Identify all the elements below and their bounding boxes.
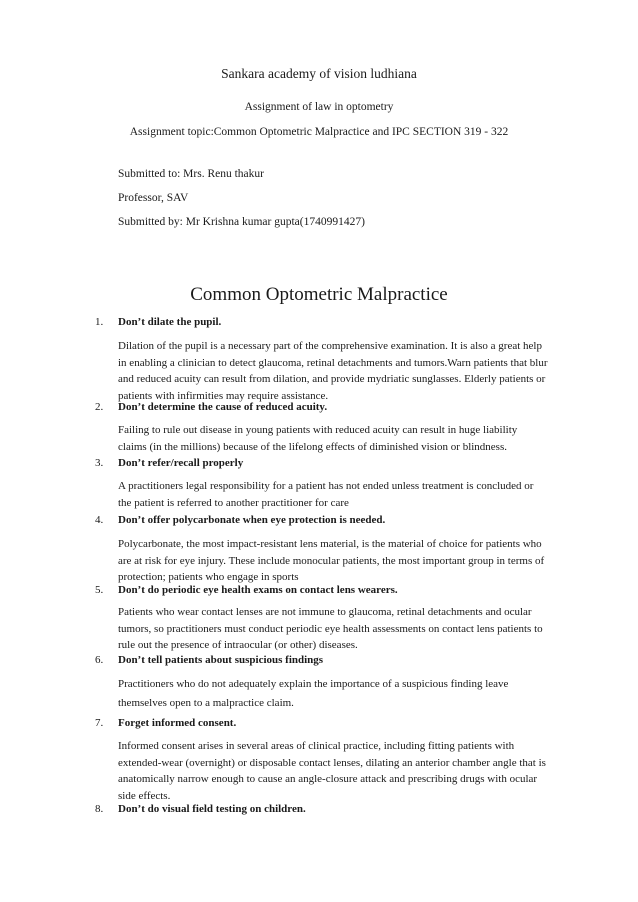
list-item-body: Polycarbonate, the most impact-resistant lens material, is the material of choice for patients who are at risk for eye injury. These include monocular patients, the most important group in terms of protection; patients who engage in sports xyxy=(118,538,545,583)
list-item-title: Forget informed consent. xyxy=(118,717,237,729)
list-item-body: Informed consent arises in several areas of clinical practice, including fitting patients with extended-wear (overnight) or disposable contact lenses, dilating an anterior chamber angle that is anatomically narrow enough to cause an angle-closure attack and prescribing drugs with ocular side effects. xyxy=(118,740,546,802)
list-item-heading xyxy=(95,316,221,328)
list-item-number: 5. xyxy=(95,584,104,596)
list-item-heading xyxy=(95,803,306,815)
submitted-by: Submitted by: Mr Krishna kumar gupta(1740991427) xyxy=(118,216,365,228)
list-item-number: 6. xyxy=(95,654,104,666)
list-item-heading xyxy=(95,584,398,596)
list-item-heading xyxy=(95,401,327,413)
list-item-title: Don’t offer polycarbonate when eye protection is needed. xyxy=(118,514,386,526)
list-item-body: Practitioners who do not adequately explain the importance of a suspicious finding leave themselves open to a malpractice claim. xyxy=(118,678,509,709)
list-item-title: Don’t do periodic eye health exams on contact lens wearers. xyxy=(118,584,398,596)
designation: Professor, SAV xyxy=(118,192,189,204)
list-item-body: Patients who wear contact lenses are not immune to glaucoma, retinal detachments and ocular tumors, so practitioners must conduct periodic eye health assessments on contact lens patients to rule out the presence of intraocular (or other) diseases. xyxy=(118,606,543,651)
list-item-number: 2. xyxy=(95,401,104,413)
list-item-number: 4. xyxy=(95,514,104,526)
list-item-body: Failing to rule out disease in young patients with reduced acuity can result in huge liability claims (in the millions) because of the lifelong effects of diminished vision or blindness. xyxy=(118,424,518,453)
assignment-title: Assignment of law in optometry xyxy=(244,101,394,113)
list-item-title: Don’t dilate the pupil. xyxy=(118,316,222,328)
assignment-topic: Assignment topic:Common Optometric Malpractice and IPC SECTION 319 - 322 xyxy=(129,126,509,138)
institution-name: Sankara academy of vision ludhiana xyxy=(221,66,417,81)
submitted-to: Submitted to: Mrs. Renu thakur xyxy=(118,168,264,180)
list-item-title: Don’t tell patients about suspicious findings xyxy=(118,654,324,666)
main-title: Common Optometric Malpractice xyxy=(190,284,448,305)
list-item-title: Don’t determine the cause of reduced acuity. xyxy=(118,401,328,413)
list-item-title: Don’t do visual field testing on children. xyxy=(118,803,306,815)
list-item-heading xyxy=(95,654,323,666)
list-item-heading xyxy=(95,457,243,469)
list-item-heading xyxy=(95,514,385,526)
list-item-body: A practitioners legal responsibility for a patient has not ended unless treatment is concluded or the patient is referred to another practitioner for care xyxy=(118,480,534,509)
list-item-number: 3. xyxy=(95,457,104,469)
list-item-number: 8. xyxy=(95,803,104,815)
list-item-heading xyxy=(95,717,236,729)
list-item-number: 1. xyxy=(95,316,104,328)
list-item-number: 7. xyxy=(95,717,104,729)
list-item-title: Don’t refer/recall properly xyxy=(118,457,244,469)
list-item-body: Dilation of the pupil is a necessary part of the comprehensive examination. It is also a great help in enabling a clinician to detect glaucoma, retinal detachments and tumors.Warn patients that blur and reduced acuity can result from dilation, and provide mydriatic sunglasses. Elderly patients or patients with infirmities may require assistance. xyxy=(118,340,548,402)
